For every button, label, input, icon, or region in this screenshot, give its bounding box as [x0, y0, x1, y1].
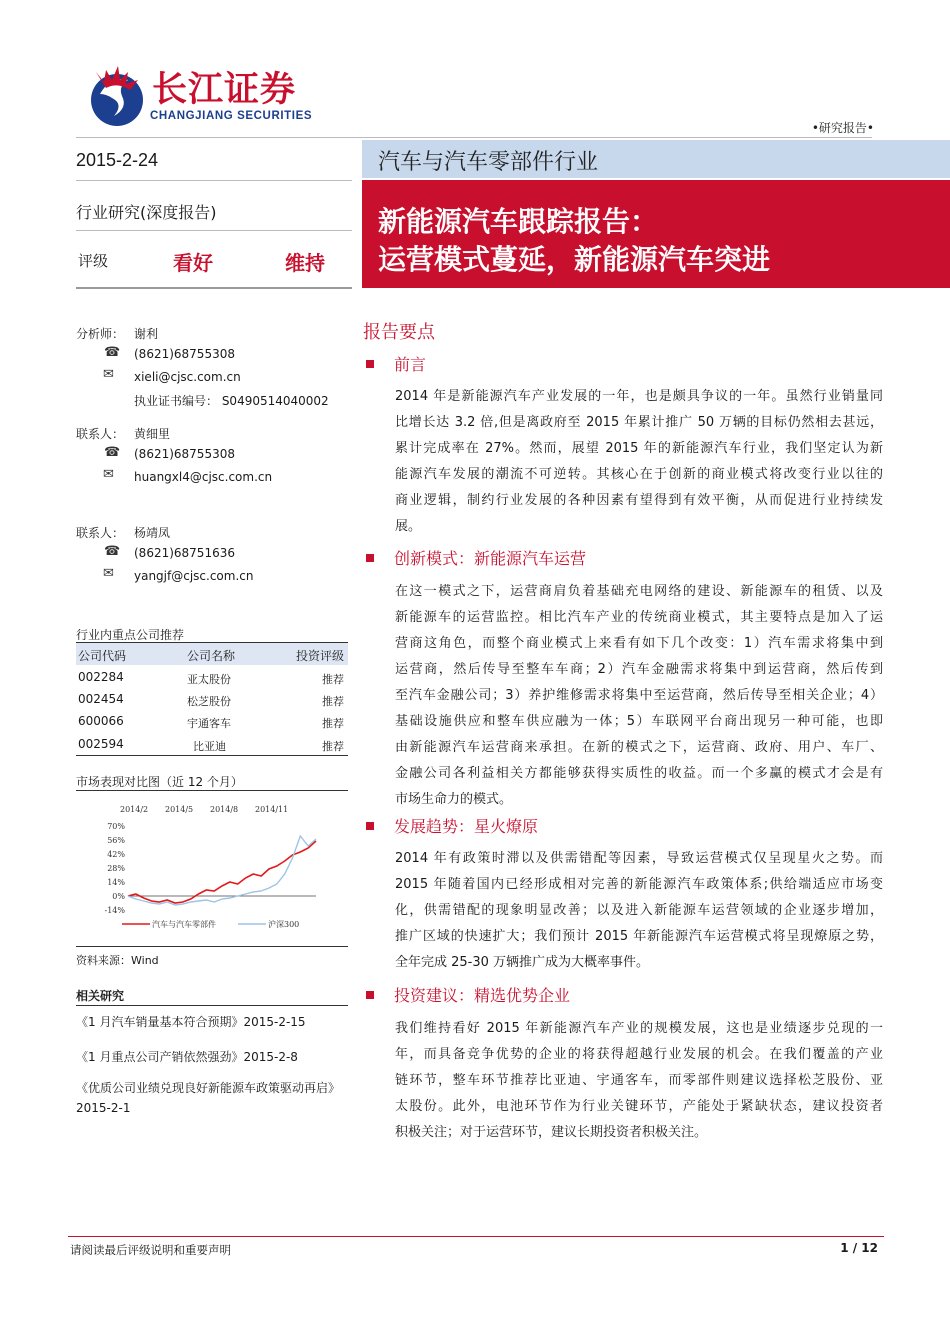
- divider: [76, 946, 348, 947]
- data-source: 资料来源：Wind: [76, 954, 159, 967]
- section-title: [366, 352, 426, 375]
- table-cell-company: 松芝股份: [187, 695, 231, 708]
- legend-label: 沪深300: [268, 920, 300, 929]
- table-cell-rating: 推荐: [322, 740, 344, 753]
- table-cell-company: 比亚迪: [193, 740, 226, 753]
- series-line: [128, 836, 316, 905]
- divider: [76, 790, 348, 791]
- paragraph-line: 新能源车的运营监控。相比汽车产业的传统商业模式，其主要特点是加入了运: [395, 610, 883, 625]
- table-cell-code: 600066: [78, 714, 124, 728]
- table-cell-company: 亚太股份: [187, 673, 231, 686]
- y-tick-label: -14%: [104, 906, 125, 915]
- email-icon: ✉: [103, 367, 114, 382]
- section-title-text: 投资建议：精选优势企业: [394, 986, 571, 1005]
- divider: [76, 755, 348, 756]
- footer-disclaimer: 请阅读最后评级说明和重要声明: [70, 1243, 231, 1257]
- report-type: •研究报告•: [811, 121, 874, 135]
- contact-name: 谢利: [134, 327, 159, 341]
- section-paragraph: [395, 579, 883, 813]
- paragraph-line: 化，供需错配的现象明显改善；以及进入新能源车运营领域的企业逐步增加，: [395, 903, 883, 918]
- series-line: [128, 841, 316, 903]
- contact-phone: (8621)68751636: [134, 546, 235, 560]
- contact-role: 分析师：: [76, 327, 125, 341]
- section-title-text: 前言: [394, 355, 427, 374]
- related-link[interactable]: 《优质公司业绩兑现良好新能源车政策驱动再启》2015-2-1: [76, 1081, 341, 1115]
- paragraph-line: 我们维持看好 2015 年新能源汽车产业的规模发展，这也是业绩逐步兑现的一: [395, 1021, 883, 1036]
- y-tick-label: 0%: [112, 892, 125, 901]
- section-paragraph: [395, 846, 883, 976]
- paragraph-line: 市场生命力的模式。: [395, 792, 513, 807]
- x-tick-label: 2014/5: [165, 805, 194, 814]
- section-paragraph: [395, 1016, 883, 1146]
- y-tick-label: 70%: [107, 822, 125, 831]
- section-title-text: 创新模式：新能源汽车运营: [394, 549, 587, 568]
- paragraph-line: 至汽车金融公司；3）养护维修需求将集中至运营商，然后传导至相关企业；4）: [395, 688, 883, 703]
- paragraph-line: 能源汽车发展的潮流不可逆转。其核心在于创新的商业模式将改变行业以往的: [395, 467, 883, 482]
- divider: [76, 1005, 348, 1006]
- phone-icon: ☎: [104, 345, 121, 360]
- paragraph-line: 金融公司各利益相关方都能够获得实质性的收益。而一个多赢的模式才会是有: [395, 766, 883, 781]
- section-title-text: 发展趋势：星火燎原: [394, 817, 539, 836]
- report-category: 行业研究(深度报告): [76, 203, 217, 222]
- contact-phone: (8621)68755308: [134, 447, 235, 461]
- paragraph-line: 全年完成 25-30 万辆推广成为大概率事件。: [395, 955, 650, 970]
- section-title: [366, 546, 586, 569]
- x-tick-label: 2014/11: [255, 805, 289, 814]
- contact-role: 联系人：: [76, 526, 125, 540]
- table-cell-code: 002454: [78, 692, 124, 706]
- logo-english: CHANGJIANG SECURITIES: [150, 110, 313, 122]
- x-tick-label: 2014/2: [120, 805, 149, 814]
- paragraph-line: 展。: [395, 519, 422, 534]
- contact-phone: (8621)68755308: [134, 347, 235, 361]
- performance-chart: [76, 798, 352, 943]
- company-logo: [88, 62, 348, 132]
- logo-chinese: 长江证券: [152, 70, 297, 110]
- bullet-square-icon: [366, 554, 374, 562]
- paragraph-line: 年，而具备竞争优势的企业的将获得超越行业发展的机会。在我们覆盖的产业: [395, 1047, 883, 1062]
- paragraph-line: 比增长达 3.2 倍,但是离政府至 2015 年累计推广 50 万辆的目标仍然相去甚远，: [395, 415, 883, 430]
- table-cell-rating: 推荐: [322, 717, 344, 730]
- y-tick-label: 28%: [107, 864, 125, 873]
- bullet-square-icon: [366, 822, 374, 830]
- y-tick-label: 14%: [107, 878, 125, 887]
- report-title-line1: 新能源汽车跟踪报告：: [378, 205, 659, 238]
- table-cell-company: 宇通客车: [187, 717, 231, 730]
- paragraph-line: 链环节，整车环节推荐比亚迪、宇通客车，而零部件则建议选择松芝股份、亚: [395, 1073, 883, 1088]
- contact-role: 联系人：: [76, 427, 125, 441]
- page-number: 1 / 12: [840, 1241, 878, 1255]
- paragraph-line: 运营商，然后传导至整车车商；2）汽车金融需求将集中到运营商，然后传到: [395, 662, 883, 677]
- divider: [76, 137, 872, 138]
- related-link[interactable]: 《1 月汽车销量基本符合预期》2015-2-15: [76, 1015, 306, 1029]
- section-title: [366, 983, 570, 1006]
- section-heading: 报告要点: [363, 322, 435, 343]
- rating-value: 看好: [173, 251, 213, 275]
- industry-name: 汽车与汽车零部件行业: [378, 150, 599, 175]
- table-cell-code: 002594: [78, 737, 124, 751]
- paragraph-line: 太股份。此外，电池环节作为行业关键环节，产能处于紧缺状态，建议投资者: [395, 1099, 883, 1114]
- contact-name: 黄细里: [134, 427, 171, 441]
- paragraph-line: 2015 年随着国内已经形成相对完善的新能源汽车政策体系;供给端适应市场变: [395, 877, 883, 892]
- divider: [76, 287, 352, 289]
- report-title-line2: 运营模式蔓延，新能源汽车突进: [378, 243, 771, 276]
- paragraph-line: 积极关注；对于运营环节，建议长期投资者积极关注。: [395, 1125, 708, 1140]
- phone-icon: ☎: [104, 445, 121, 460]
- email-icon: ✉: [103, 566, 114, 581]
- rating-label: 评级: [78, 252, 109, 270]
- paragraph-line: 累计完成率在 27%。然而，展望 2015 年的新能源汽车行业，我们坚定认为新: [395, 441, 883, 456]
- paragraph-line: 基础设施供应和整车供应融为一体；5）车联网平台商出现另一种可能，也即: [395, 714, 883, 729]
- section-title: [366, 814, 538, 837]
- legend-label: 汽车与汽车零部件: [152, 920, 216, 929]
- chart-title: 市场表现对比图（近 12 个月）: [76, 775, 243, 789]
- table-cell-rating: 推荐: [322, 695, 344, 708]
- paragraph-line: 由新能源汽车运营商来承担。在新的模式之下，运营商、政府、用户、车厂、: [395, 740, 883, 755]
- table-cell-rating: 推荐: [322, 673, 344, 686]
- paragraph-line: 在这一模式之下，运营商肩负着基础充电网络的建设、新能源车的租赁、以及: [395, 584, 883, 599]
- table-header-cell: 公司代码: [78, 649, 127, 663]
- y-tick-label: 42%: [107, 850, 125, 859]
- dragon-emblem-icon: [88, 64, 146, 128]
- footer-divider: [68, 1236, 884, 1237]
- bullet-square-icon: [366, 360, 374, 368]
- rating-action: 维持: [285, 251, 325, 275]
- contact-name: 杨靖凤: [134, 526, 171, 540]
- recommend-table-title: 行业内重点公司推荐: [76, 628, 185, 642]
- table-cell-code: 002284: [78, 670, 124, 684]
- table-header-cell: 投资评级: [296, 649, 345, 663]
- paragraph-line: 营商这角色，而整个商业模式上来看有如下几个改变：1）汽车需求将集中到: [395, 636, 883, 651]
- report-date: 2015-2-24: [76, 150, 159, 170]
- contact-email[interactable]: huangxl4@cjsc.com.cn: [134, 470, 273, 484]
- email-icon: ✉: [103, 467, 114, 482]
- divider: [76, 230, 352, 231]
- divider: [76, 180, 352, 181]
- x-tick-label: 2014/8: [210, 805, 239, 814]
- bullet-square-icon: [366, 991, 374, 999]
- section-paragraph: [395, 384, 883, 540]
- contact-license: 执业证书编号： S0490514040002: [134, 394, 329, 408]
- table-header-cell: 公司名称: [187, 649, 236, 663]
- y-tick-label: 56%: [107, 836, 125, 845]
- paragraph-line: 2014 年是新能源汽车产业发展的一年，也是颇具争议的一年。虽然行业销量同: [395, 389, 883, 404]
- related-title: 相关研究: [76, 989, 125, 1003]
- paragraph-line: 商业逻辑，制约行业发展的各种因素有望得到有效平衡，从而促进行业持续发: [395, 493, 883, 508]
- paragraph-line: 2014 年有政策时滞以及供需错配等因素，导致运营模式仅呈现星火之势。而: [395, 851, 883, 866]
- contact-email[interactable]: yangjf@cjsc.com.cn: [134, 569, 254, 583]
- phone-icon: ☎: [104, 544, 121, 559]
- related-link[interactable]: 《1 月重点公司产销依然强劲》2015-2-8: [76, 1050, 298, 1064]
- paragraph-line: 推广区域的快速扩大；我们预计 2015 年新能源汽车运营模式将呈现燎原之势，: [395, 929, 883, 944]
- contact-email[interactable]: xieli@cjsc.com.cn: [134, 370, 241, 384]
